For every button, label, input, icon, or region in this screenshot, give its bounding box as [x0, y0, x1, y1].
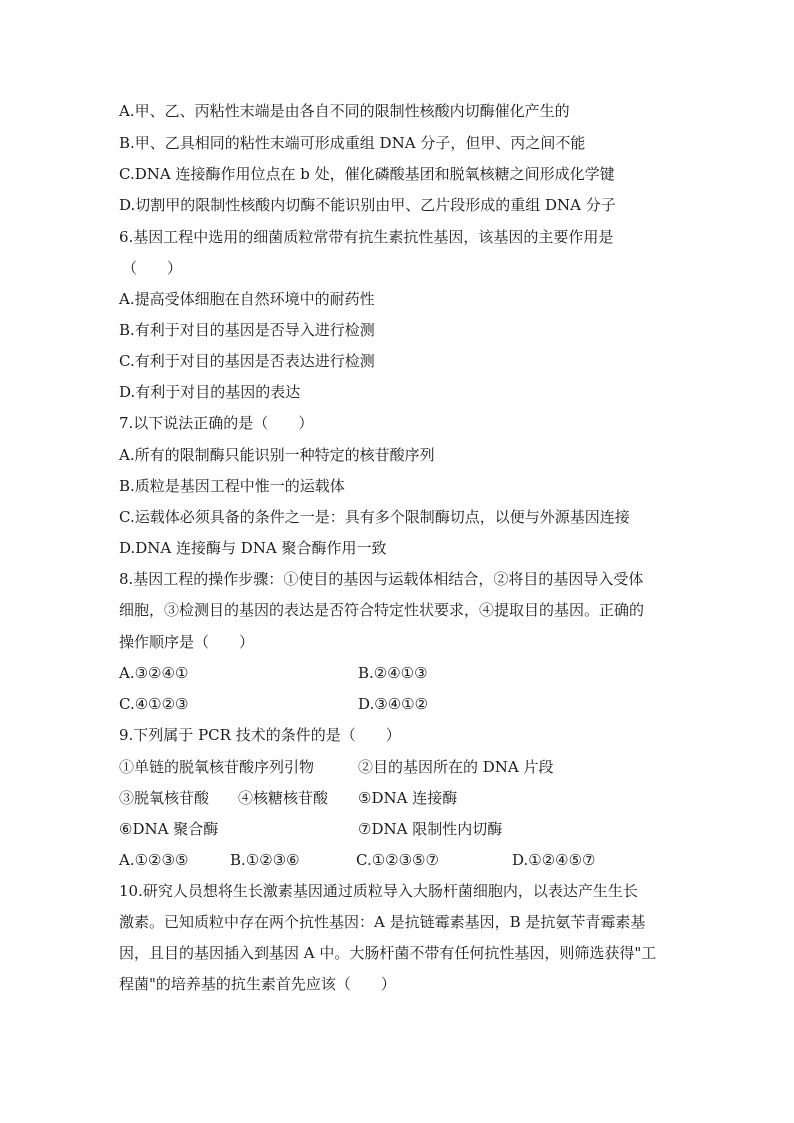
q6-option-a: A.提高受体细胞在自然环境中的耐药性 — [119, 290, 375, 308]
q5-option-c: C.DNA 连接酶作用位点在 b 处，催化磷酸基团和脱氧核糖之间形成化学键 — [119, 165, 615, 183]
q8-stem-line-2: 细胞，③检测目的基因的表达是否符合特定性状要求，④提取目的基因。正确的 — [119, 601, 645, 619]
q9-item-4: ④核糖核苷酸 — [238, 789, 329, 807]
q6-stem: 6.基因工程中选用的细菌质粒常带有抗生素抗性基因，该基因的主要作用是 — [119, 228, 614, 246]
q9-stem: 9.下列属于 PCR 技术的条件的是（ ） — [119, 726, 401, 744]
q8-stem-line-3: 操作顺序是（ ） — [119, 633, 255, 651]
q8-option-a: A.③②④① — [119, 664, 189, 682]
q5-option-b: B.甲、乙具相同的粘性末端可形成重组 DNA 分子，但甲、丙之间不能 — [119, 134, 586, 152]
q9-item-5: ⑤DNA 连接酶 — [358, 789, 458, 807]
q5-option-a: A.甲、乙、丙粘性末端是由各自不同的限制性核酸内切酶催化产生的 — [119, 102, 570, 120]
q10-stem-line-1: 10.研究人员想将生长激素基因通过质粒导入大肠杆菌细胞内，以表达产生生长 — [119, 882, 638, 900]
q10-stem-line-4: 程菌"的培养基的抗生素首先应该（ ） — [119, 975, 396, 993]
q10-stem-line-3: 因，且目的基因插入到基因 A 中。大肠杆菌不带有任何抗性基因，则筛选获得"工 — [119, 944, 657, 962]
q6-option-b: B.有利于对目的基因是否导入进行检测 — [119, 321, 375, 339]
q7-option-c: C.运载体必须具备的条件之一是：具有多个限制酶切点，以便与外源基因连接 — [119, 508, 630, 526]
q9-option-b: B.①②③⑥ — [230, 851, 300, 869]
q6-option-d: D.有利于对目的基因的表达 — [119, 383, 301, 401]
q9-item-1: ①单链的脱氧核苷酸序列引物 — [119, 758, 315, 776]
q9-item-3: ③脱氧核苷酸 — [119, 789, 210, 807]
q9-option-d: D.①②④⑤⑦ — [512, 851, 596, 869]
q7-option-b: B.质粒是基因工程中惟一的运载体 — [119, 477, 345, 495]
q7-stem: 7.以下说法正确的是（ ） — [119, 414, 314, 432]
q8-option-d: D.③④①② — [358, 695, 429, 713]
q6-option-c: C.有利于对目的基因是否表达进行检测 — [119, 352, 375, 370]
q9-option-a: A.①②③⑤ — [119, 851, 189, 869]
q10-stem-line-2: 激素。已知质粒中存在两个抗性基因：A 是抗链霉素基因，B 是抗氨苄青霉素基 — [119, 913, 646, 931]
q9-item-2: ②目的基因所在的 DNA 片段 — [358, 758, 554, 776]
q9-item-7: ⑦DNA 限制性内切酶 — [358, 820, 503, 838]
q7-option-a: A.所有的限制酶只能识别一种特定的核苷酸序列 — [119, 446, 435, 464]
q7-option-d: D.DNA 连接酶与 DNA 聚合酶作用一致 — [119, 539, 387, 557]
q9-option-c: C.①②③⑤⑦ — [356, 851, 439, 869]
q8-option-b: B.②④①③ — [358, 664, 428, 682]
q8-stem-line-1: 8.基因工程的操作步骤：①使目的基因与运载体相结合，②将目的基因导入受体 — [119, 570, 644, 588]
q9-item-6: ⑥DNA 聚合酶 — [119, 820, 219, 838]
q8-option-c: C.④①②③ — [119, 695, 189, 713]
q6-answer-paren: （ ） — [122, 259, 183, 277]
q5-option-d: D.切割甲的限制性核酸内切酶不能识别由甲、乙片段形成的重组 DNA 分子 — [119, 196, 616, 214]
